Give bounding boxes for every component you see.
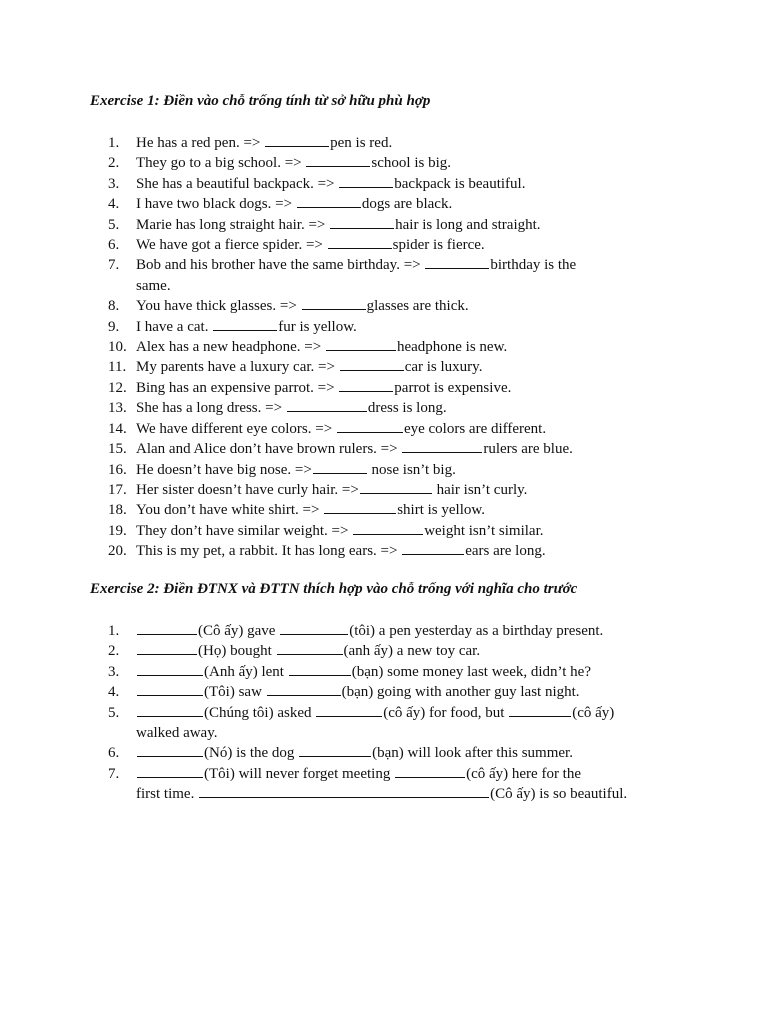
item-number: 14. <box>108 420 127 437</box>
exercise1-item-8: 8. You have thick glasses. => glasses are thick. <box>108 296 576 316</box>
exercise1-item-20: 20. This is my pet, a rabbit. It has long ears. => ears are long. <box>108 541 576 561</box>
item-number: 1. <box>108 135 120 151</box>
exercise1-item-15: 15. Alan and Alice don’t have brown rulers. => rulers are blue. <box>108 439 576 459</box>
exercise1-item-17: 17. Her sister doesn’t have curly hair. => hair isn’t curly. <box>108 480 576 500</box>
item-number: 4. <box>108 684 120 701</box>
item-number: 6. <box>108 237 120 254</box>
item-number: 4. <box>108 196 120 213</box>
item-number: 9. <box>108 318 120 335</box>
answer-blank[interactable] <box>287 398 367 412</box>
answer-blank[interactable] <box>213 317 277 331</box>
exercise2-item-1: 1. (Cô ấy) gave (tôi) a pen yesterday as a birthday present. <box>108 621 627 641</box>
exercise2-item-4: 4. (Tôi) saw (bạn) going with another guy last night. <box>108 682 627 702</box>
exercise1-item-5: 5. Marie has long straight hair. => hair is long and straight. <box>108 215 576 235</box>
exercise1-title: Exercise 1: Điền vào chỗ trống tính từ sở hữu phù hợp <box>90 93 431 109</box>
answer-blank[interactable] <box>137 743 203 757</box>
exercise1-item-18: 18. You don’t have white shirt. => shirt is yellow. <box>108 500 576 520</box>
exercise2-item-6: 6. (Nó) is the dog (bạn) will look after this summer. <box>108 743 627 763</box>
item-number: 1. <box>108 623 120 639</box>
answer-blank[interactable] <box>137 764 203 778</box>
item-number: 2. <box>108 643 120 660</box>
answer-blank[interactable] <box>267 682 341 696</box>
answer-blank[interactable] <box>137 662 203 676</box>
item-number: 19. <box>108 522 127 539</box>
answer-blank[interactable] <box>353 521 423 535</box>
answer-blank[interactable] <box>324 500 396 514</box>
answer-blank[interactable] <box>137 621 197 635</box>
answer-blank[interactable] <box>265 133 329 147</box>
answer-blank[interactable] <box>402 439 482 453</box>
exercise2-item-5: 5. (Chúng tôi) asked (cô ấy) for food, but (cô ấy) walked away. <box>108 704 615 742</box>
item-number: 15. <box>108 441 127 458</box>
exercise1-item-4: 4. I have two black dogs. => dogs are black. <box>108 194 576 214</box>
answer-blank[interactable] <box>339 174 393 188</box>
item-number: 7. <box>108 257 120 274</box>
item-number: 3. <box>108 663 120 680</box>
answer-blank[interactable] <box>509 703 571 717</box>
exercise1-item-16: 16. He doesn’t have big nose. => nose isn’t big. <box>108 460 576 480</box>
exercise1-list <box>108 133 576 562</box>
answer-blank[interactable] <box>313 460 367 474</box>
answer-blank[interactable] <box>199 784 489 798</box>
answer-blank[interactable] <box>425 255 489 269</box>
exercise1-item-7: 7. Bob and his brother have the same birthday. => birthday is the same. <box>108 257 577 294</box>
exercise1-item-14: 14. We have different eye colors. => eye colors are different. <box>108 419 576 439</box>
answer-blank[interactable] <box>402 541 464 555</box>
item-number: 11. <box>108 359 127 376</box>
item-number: 3. <box>108 175 120 192</box>
exercise1-item-12: 12. Bing has an expensive parrot. => parrot is expensive. <box>108 378 576 398</box>
answer-blank[interactable] <box>360 480 432 494</box>
answer-blank[interactable] <box>330 215 394 229</box>
answer-blank[interactable] <box>395 764 465 778</box>
answer-blank[interactable] <box>137 703 203 717</box>
item-number: 16. <box>108 461 127 478</box>
answer-blank[interactable] <box>137 682 203 696</box>
item-number: 13. <box>108 400 127 417</box>
item-number: 10. <box>108 339 127 356</box>
answer-blank[interactable] <box>299 743 371 757</box>
answer-blank[interactable] <box>339 378 393 392</box>
answer-blank[interactable] <box>306 153 370 167</box>
exercise1-item-3: 3. She has a beautiful backpack. => backpack is beautiful. <box>108 174 576 194</box>
exercise2-item-2: 2. (Họ) bought (anh ấy) a new toy car. <box>108 641 627 661</box>
answer-blank[interactable] <box>302 296 366 310</box>
answer-blank[interactable] <box>289 662 351 676</box>
answer-blank[interactable] <box>337 419 403 433</box>
exercise1-item-1: 1. He has a red pen. => pen is red. <box>108 133 576 153</box>
answer-blank[interactable] <box>328 235 392 249</box>
answer-blank[interactable] <box>340 357 404 371</box>
item-number: 18. <box>108 502 127 519</box>
exercise1-item-9: 9. I have a cat. fur is yellow. <box>108 317 576 337</box>
exercise2-list <box>108 621 627 805</box>
exercise1-item-6: 6. We have got a fierce spider. => spider is fierce. <box>108 235 576 255</box>
item-number: 6. <box>108 745 120 762</box>
item-number: 7. <box>108 765 120 782</box>
answer-blank[interactable] <box>137 641 197 655</box>
item-number: 20. <box>108 543 127 560</box>
exercise1-item-2: 2. They go to a big school. => school is big. <box>108 153 576 173</box>
answer-blank[interactable] <box>277 641 343 655</box>
item-number: 17. <box>108 481 127 498</box>
exercise2-item-7: 7. (Tôi) will never forget meeting (cô ấy) here for the first time. (Cô ấy) is so beautiful. <box>108 765 628 803</box>
exercise2-title: Exercise 2: Điền ĐTNX và ĐTTN thích hợp vào chỗ trống với nghĩa cho trước <box>90 581 578 597</box>
exercise1-item-11: 11. My parents have a luxury car. => car is luxury. <box>108 357 576 377</box>
answer-blank[interactable] <box>297 194 361 208</box>
item-number: 5. <box>108 216 120 233</box>
exercise1-item-13: 13. She has a long dress. => dress is long. <box>108 398 576 418</box>
answer-blank[interactable] <box>280 621 348 635</box>
item-number: 5. <box>108 704 120 721</box>
exercise1-item-19: 19. They don’t have similar weight. => weight isn’t similar. <box>108 521 576 541</box>
exercise2-item-3: 3. (Anh ấy) lent (bạn) some money last week, didn’t he? <box>108 662 627 682</box>
item-number: 8. <box>108 298 120 315</box>
answer-blank[interactable] <box>316 703 382 717</box>
item-number: 12. <box>108 379 127 396</box>
answer-blank[interactable] <box>326 337 396 351</box>
item-number: 2. <box>108 155 120 172</box>
exercise1-item-10: 10. Alex has a new headphone. => headphone is new. <box>108 337 576 357</box>
